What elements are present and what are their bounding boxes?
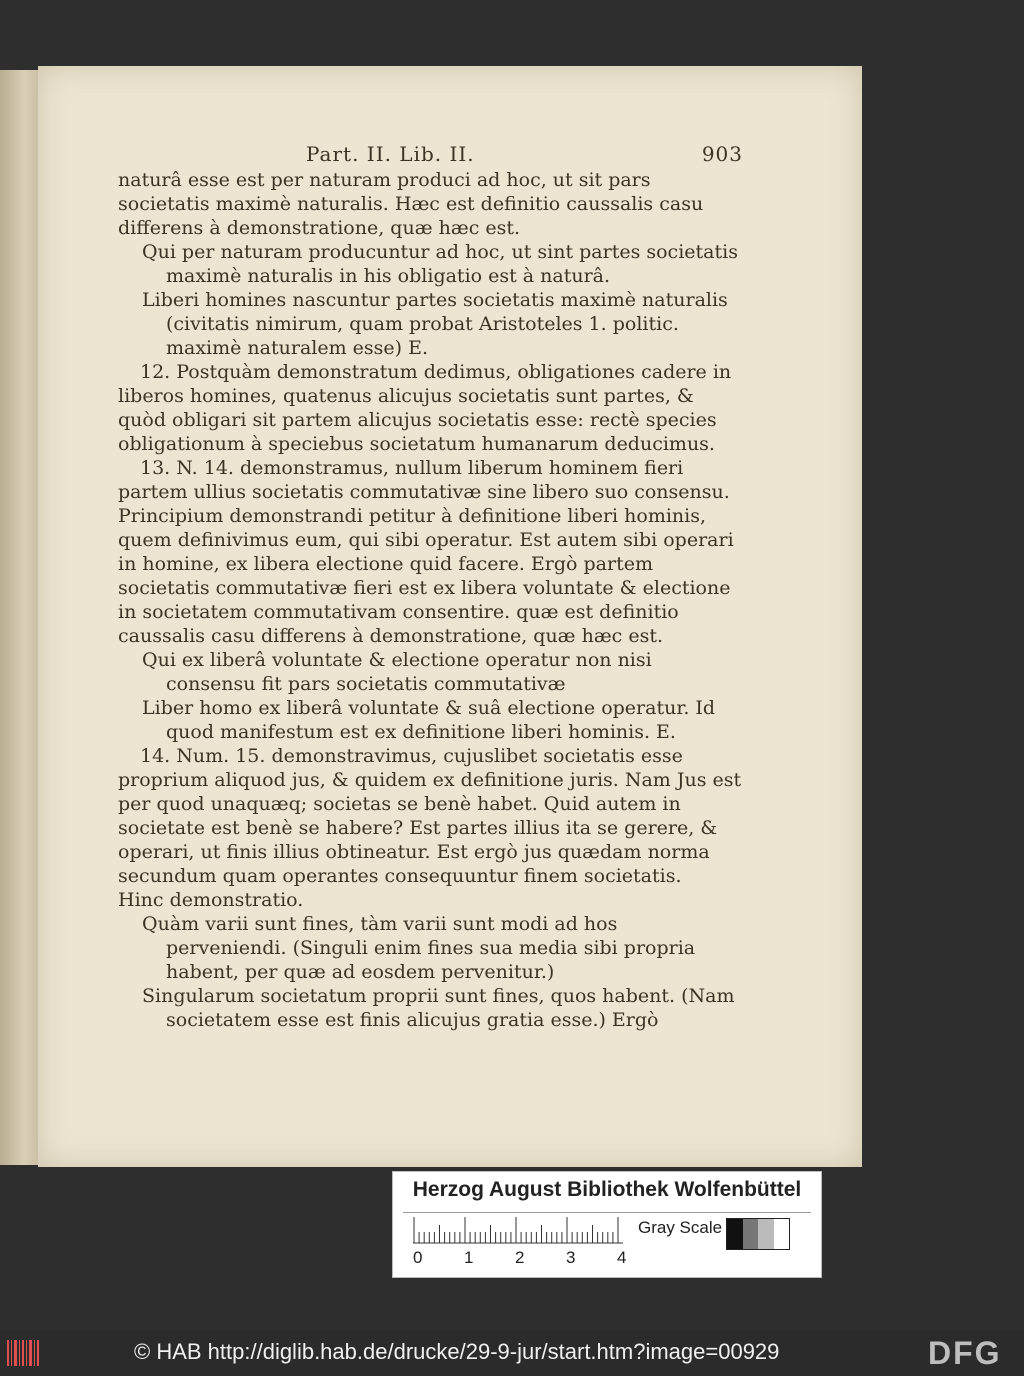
paragraph: Hinc demonstratio. xyxy=(118,889,304,911)
ruler-number: 4 xyxy=(617,1248,627,1267)
paragraph: Qui ex liberâ voluntate & electione operatur non nisi consensu fit pars societatis commutativæ xyxy=(142,649,652,695)
paragraph: Quàm varii sunt fines, tàm varii sunt modi ad hos perveniendi. (Singuli enim fines sua media sibi propria habent, per quæ ad eosdem pervenitur.) xyxy=(142,913,696,983)
ruler-scale xyxy=(413,1216,623,1244)
paragraph: 12. Postquàm demonstratum dedimus, obligationes cadere in liberos homines, quatenus alicujus societatis sunt partes, & quòd obligari sit partem alicujus societatis esse: rectè species obligationum à speciebus societatum humanarum deducimus. xyxy=(118,361,732,455)
running-header-title: Part. II. Lib. II. xyxy=(306,142,475,166)
gray-swatch xyxy=(727,1219,743,1249)
paragraph: 13. N. 14. demonstramus, nullum liberum hominem fieri partem ullius societatis commutativæ sine libero suo consensu. Principium demonstrandi petitur à definitione liberi hominis, quem definivimus eum, qui sibi operatur. Est autem sibi operari in homine, ex libera electione quid facere. Ergò partem societatis commutativæ fieri est ex libera voluntate & electione in societatem commutativam consentire. quæ est definitio caussalis casu differens à demonstratione, quæ hæc est. xyxy=(118,457,734,647)
dfg-logo: DFG xyxy=(928,1335,1002,1371)
paragraph: naturâ esse est per naturam produci ad hoc, ut sit pars societatis maximè naturalis. Hæc est definitio caussalis casu differens à demonstratione, quæ hæc est. xyxy=(118,169,704,239)
page-text xyxy=(118,142,743,1032)
paragraph: 14. Num. 15. demonstravimus, cujuslibet societatis esse proprium aliquod jus, & quidem ex definitione juris. Nam Jus est per quod unaquæq; societas se benè habet. Quid autem in societate est benè se habere? Est partes illius ita se gerere, & operari, ut finis illius obtineatur. Est ergò jus quædam norma secundum quam operantes consequuntur finem societatis. xyxy=(118,745,742,887)
viewer-footer xyxy=(0,1330,1024,1376)
barcode-icon xyxy=(6,1338,42,1368)
ruler-numbers xyxy=(413,1248,643,1272)
running-header xyxy=(306,142,743,166)
ruler-number: 3 xyxy=(566,1248,576,1267)
card-title: Herzog August Bibliothek Wolfenbüttel xyxy=(412,1178,802,1201)
page-number: 903 xyxy=(701,142,743,166)
paragraph: Singularum societatum proprii sunt fines, quos habent. (Nam societatem esse est finis alicujus gratia esse.) Ergò xyxy=(142,985,735,1031)
gray-scale-label: Gray Scale xyxy=(638,1218,723,1237)
gray-swatch xyxy=(743,1219,759,1249)
paragraph: Liberi homines nascuntur partes societatis maximè naturalis (civitatis nimirum, quam probat Aristoteles 1. politic. maximè naturalem esse) E. xyxy=(142,289,728,359)
paragraph-list xyxy=(118,168,743,1032)
ruler-number: 0 xyxy=(413,1248,423,1267)
gray-scale-strip xyxy=(726,1218,790,1250)
ruler-number: 1 xyxy=(464,1248,474,1267)
gray-swatch xyxy=(758,1219,774,1249)
left-page-edge xyxy=(0,70,40,1165)
paragraph: Liber homo ex liberâ voluntate & suâ electione operatur. Id quod manifestum est ex definitione liberi hominis. E. xyxy=(142,697,716,743)
book-page xyxy=(38,66,862,1167)
gray-swatch xyxy=(774,1219,790,1249)
paragraph: Qui per naturam producuntur ad hoc, ut sint partes societatis maximè naturalis in his obligatio est à naturâ. xyxy=(142,241,738,287)
ruler-number: 2 xyxy=(515,1248,525,1267)
copyright-link[interactable]: © HAB http://diglib.hab.de/drucke/29-9-jur/start.htm?image=00929 xyxy=(134,1339,780,1364)
color-reference-card xyxy=(392,1171,822,1278)
card-divider xyxy=(403,1212,811,1213)
